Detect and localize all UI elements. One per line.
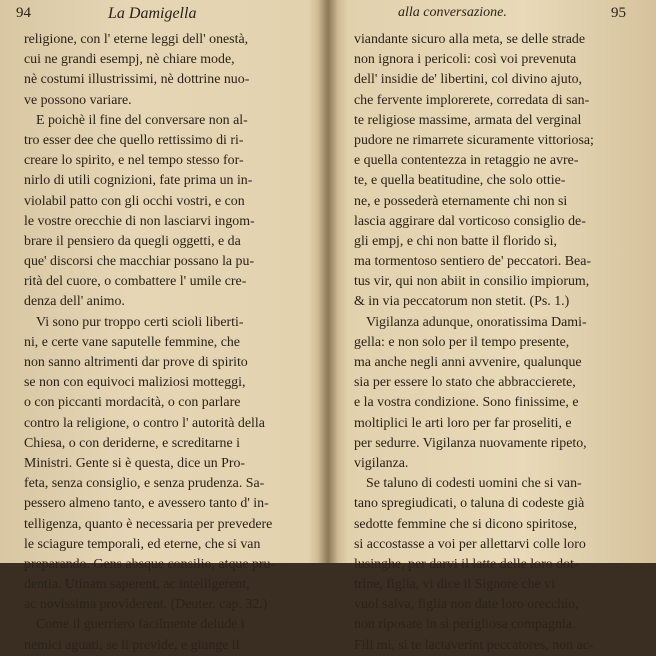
left-page-header — [0, 5, 322, 27]
right-page-number: 95 — [611, 5, 626, 21]
text-line: per sedurre. Vigilanza nuovamente ripeto, — [354, 435, 587, 451]
text-line: lascia aggirare dal vorticoso consiglio de- — [354, 213, 586, 229]
text-line: le sciagure temporali, ed eterne, che si van — [24, 536, 261, 552]
text-line: E poichè il fine del conversare non al- — [36, 112, 248, 128]
text-line: te religiose massime, armata del verginal — [354, 112, 582, 128]
text-line: contro la religione, o contro l' autorità della — [24, 415, 265, 431]
text-line: rità del cuore, o combattere l' umile cre- — [24, 274, 247, 290]
text-line: e la vostra condizione. Sono finissime, e — [354, 395, 579, 411]
text-line: si accostasse a voi per allettarvi colle loro — [354, 536, 586, 552]
right-page — [334, 0, 656, 653]
text-line: ac novissima providerent. (Deuter. cap. 32.) — [24, 597, 268, 613]
text-line: vigilanza. — [354, 455, 409, 471]
text-line: Come il guerriero facilmente delude i — [36, 617, 245, 633]
text-line: pessero almeno tanto, e avessero tanto d' in- — [24, 496, 269, 512]
text-line: se non con equivoci maliziosi motteggi, — [24, 375, 246, 391]
text-line: moltiplici le arti loro per far proseliti, e — [354, 415, 572, 431]
text-line: vuol salva, figlia non date loro orecchio, — [354, 597, 579, 613]
text-line: te, e quella beatitudine, che solo ottie- — [354, 173, 566, 189]
text-line: pudore ne rimarrete sicuramente vittoriosa; — [354, 132, 594, 148]
text-line: denza dell' animo. — [24, 294, 125, 310]
text-line: preparando. Gens absque consilio, atque pru- — [24, 556, 276, 572]
text-line: gella: e non solo per il tempo presente, — [354, 334, 570, 350]
left-page-text — [24, 30, 308, 656]
right-page-text — [354, 30, 640, 656]
text-line: ne, e possederà eternamente chi non si — [354, 193, 568, 209]
text-line: o con piccanti mordacità, o con parlare — [24, 395, 241, 411]
text-line: nè costumi illustrissimi, nè dottrine nuo- — [24, 72, 250, 88]
text-line: ma anche negli anni avvenire, qualunque — [354, 355, 582, 370]
text-line: que' discorsi che macchiar possano la pu- — [24, 254, 255, 270]
text-line: tano spregiudicati, o taluna di codeste già — [354, 496, 585, 512]
text-line: Ministri. Gente si è questa, dice un Pro- — [24, 455, 246, 471]
text-line: non riposate in sì perigliosa compagnia. — [354, 617, 576, 633]
text-line: lusinghe, per darvi il latte delle loro dot- — [354, 556, 579, 572]
text-line: Fili mi, si te lactaverint peccatores, non ac- — [354, 637, 594, 653]
text-line: dentia. Utinam saperent, ac intelligerent, — [24, 577, 250, 593]
left-running-head: La Damigella — [108, 5, 197, 22]
left-page — [0, 0, 322, 653]
text-line: tus vir, qui non abiit in consilio impiorum, — [354, 274, 590, 290]
text-line: sedotte femmine che si dicono spiritose, — [354, 516, 577, 532]
text-line: sia per essere lo stato che abbraccierete, — [354, 375, 576, 391]
text-line: e quella contentezza in retaggio ne avre- — [354, 153, 579, 169]
text-line: dell' insidie de' libertini, col divino ajuto, — [354, 72, 582, 88]
text-line: cui ne grandi esempj, nè chiare mode, — [24, 52, 235, 68]
text-line: feta, senza consiglio, e senza prudenza. Sa- — [24, 476, 265, 492]
left-page-number: 94 — [16, 5, 31, 21]
text-line: trine, figlia, vi dice il Signore che vi — [354, 577, 555, 593]
text-line: Se taluno di codesti uomini che si van- — [366, 476, 582, 492]
text-line: violabil patto con gli occhi vostri, e con — [24, 193, 245, 209]
text-line: telligenza, quanto è necessaria per prevedere — [24, 516, 273, 532]
text-line: Chiesa, o con deriderne, e screditarne i — [24, 435, 240, 451]
text-line: Vi sono pur troppo certi scioli liberti- — [36, 314, 244, 330]
text-line: non ignora i pericoli: così voi prevenuta — [354, 52, 577, 68]
right-running-head: alla conversazione. — [398, 5, 507, 20]
text-line: gli empj, e chi non batte il florido sì, — [354, 233, 557, 249]
text-line: religione, con l' eterne leggi dell' onestà, — [24, 32, 249, 47]
text-line: che fervente implorerete, corredata di san- — [354, 92, 590, 108]
text-line: brare il pensiero da quegli oggetti, e da — [24, 233, 241, 249]
text-line: creare lo spirito, e nel tempo stesso for- — [24, 153, 244, 169]
text-line: non sanno altrimenti dar prove di spirito — [24, 355, 248, 370]
text-line: ma tormentoso sentiero de' peccatori. Bea- — [354, 254, 592, 270]
text-line: nemici aguati, se li previde, e giunge il — [24, 637, 240, 653]
text-line: & in via peccatorum non stetit. (Ps. 1.) — [354, 294, 570, 310]
text-line: nirlo di utili cognizioni, fate prima un in- — [24, 173, 253, 189]
text-line: Vigilanza adunque, onoratissima Dami- — [366, 314, 587, 330]
text-line: ni, e certe vane saputelle femmine, che — [24, 334, 240, 350]
text-line: viandante sicuro alla meta, se delle strade — [354, 32, 586, 47]
text-line: ve possono variare. — [24, 92, 132, 108]
text-line: le vostre orecchie di non lasciarvi ingom- — [24, 213, 255, 229]
right-page-header — [334, 5, 656, 27]
text-line: tro esser dee che quello rettissimo di ri- — [24, 132, 244, 148]
